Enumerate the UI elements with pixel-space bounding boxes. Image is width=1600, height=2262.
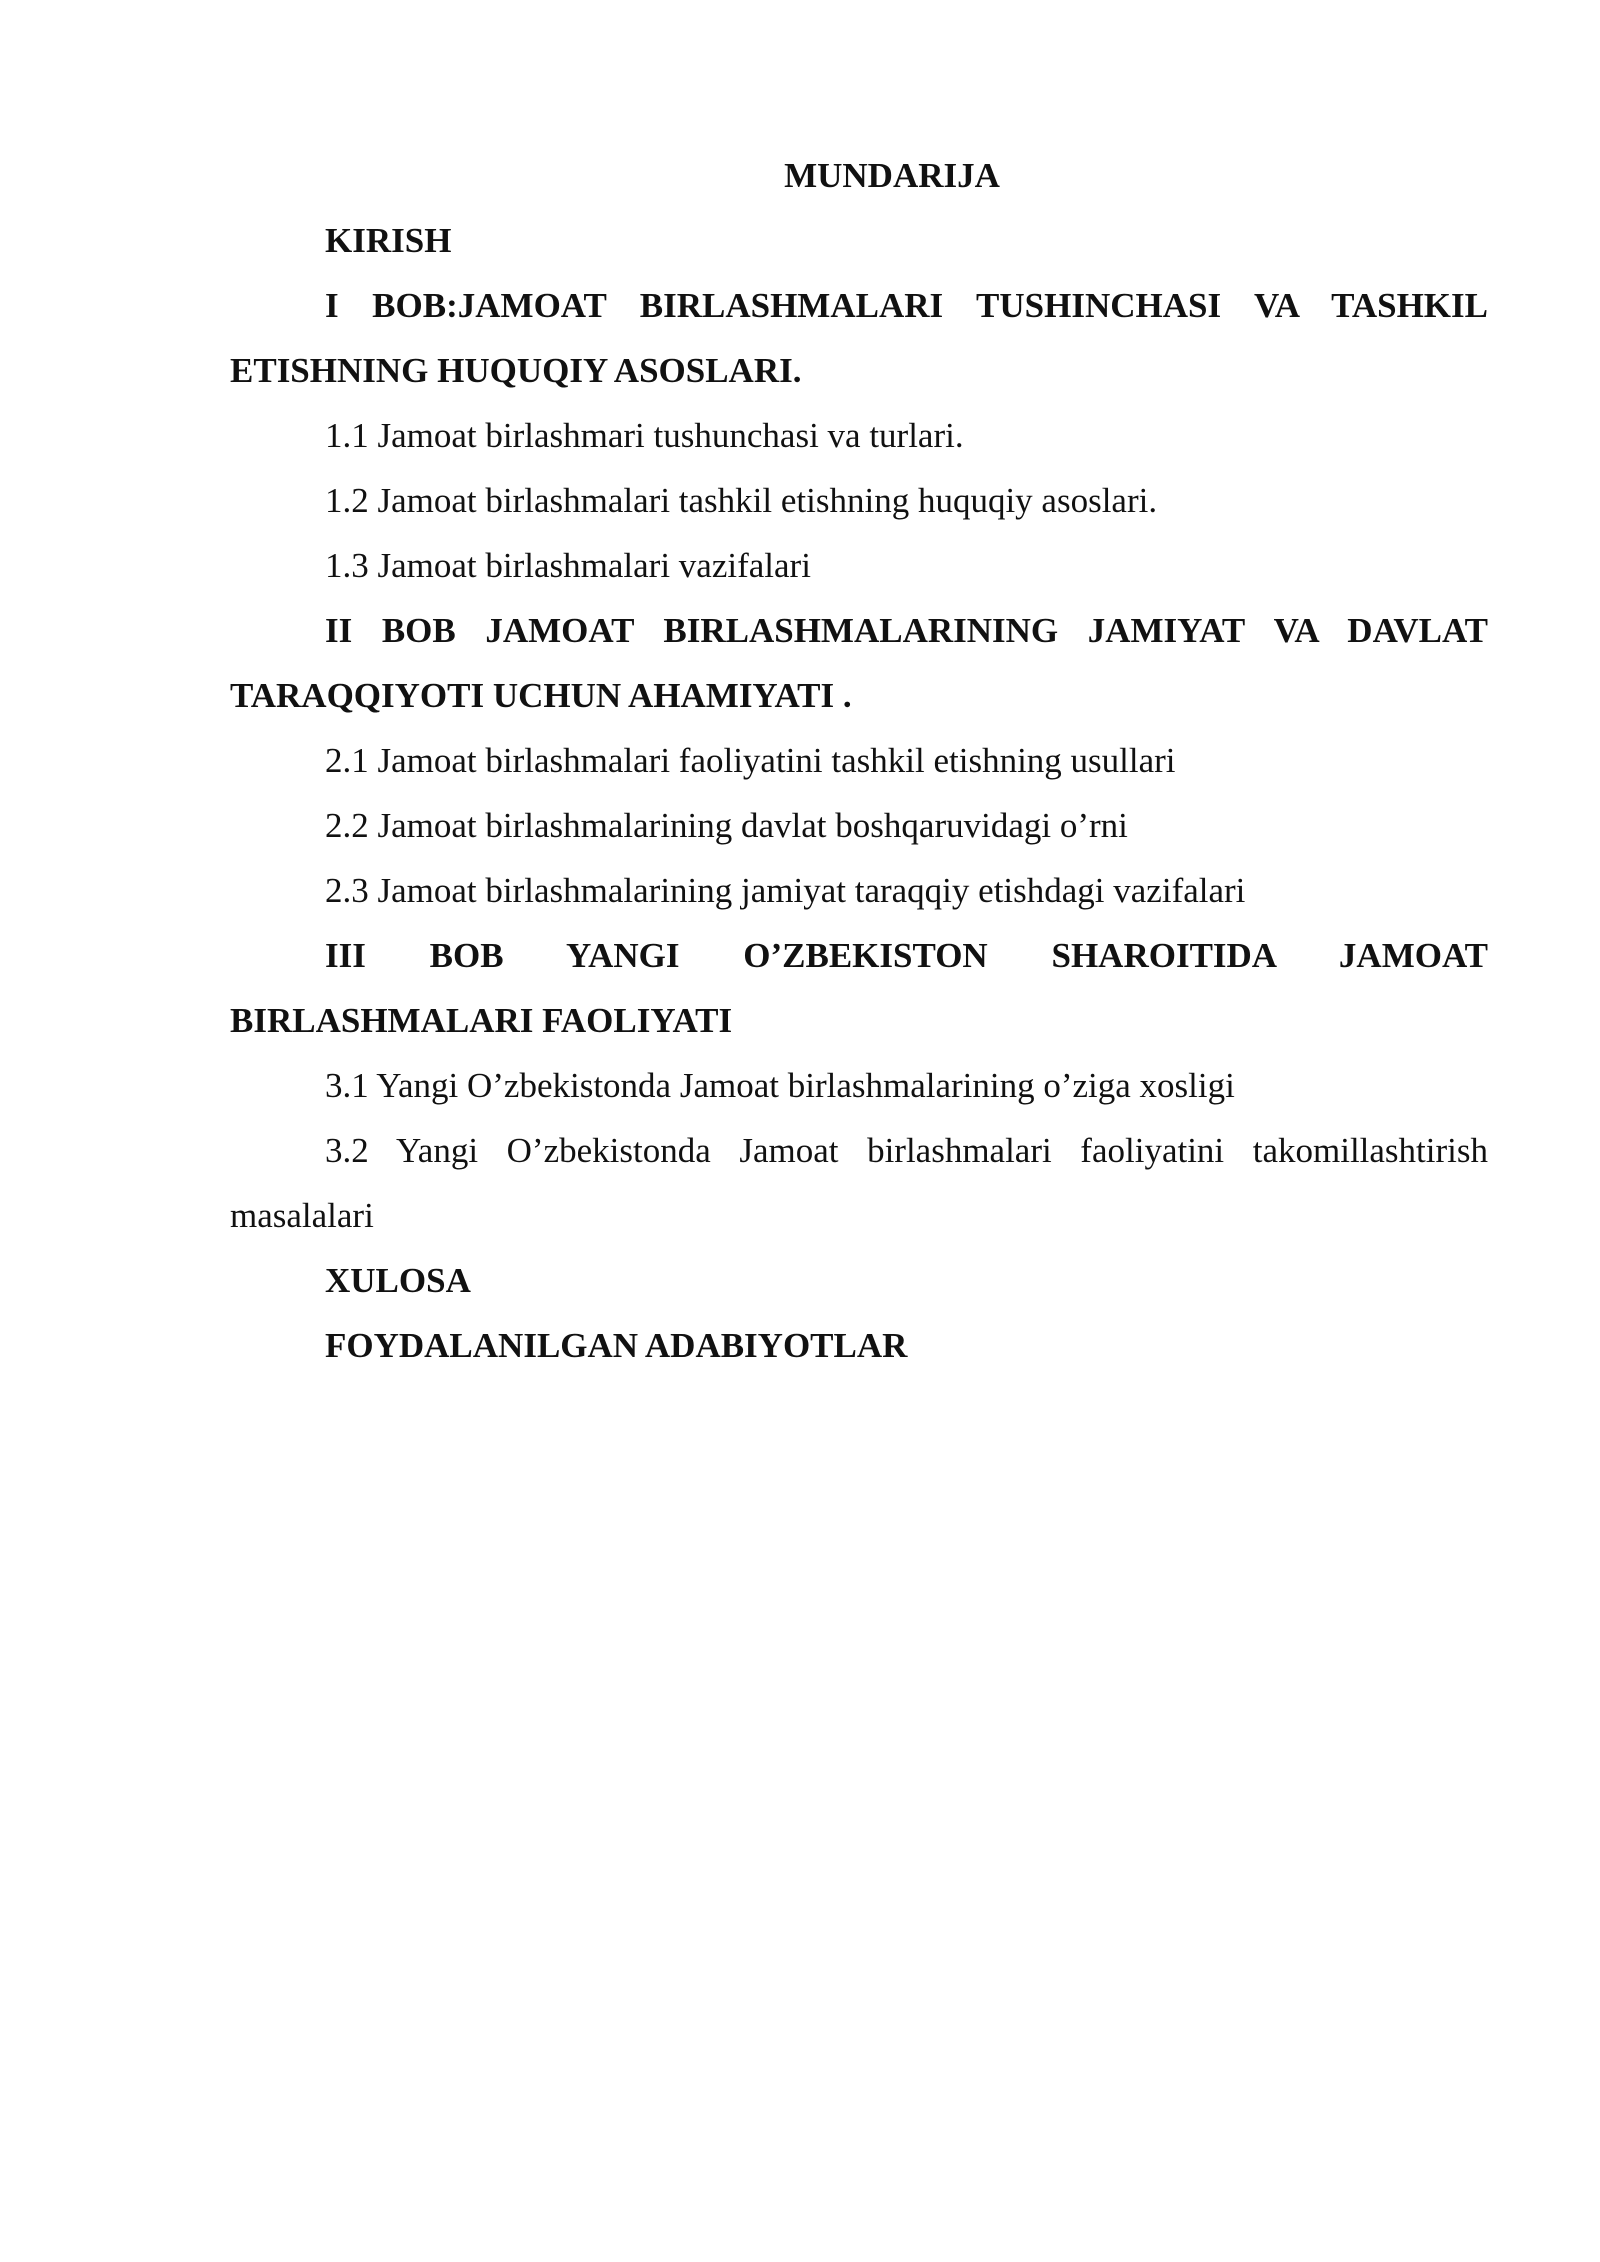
table-of-contents (230, 143, 1488, 1378)
toc-entry-1-2: 1.2 Jamoat birlashmalari tashkil etishning huquqiy asoslari. (325, 481, 1158, 520)
toc-entry-chapter-1-line2: ETISHNING HUQUQIY ASOSLARI. (230, 351, 802, 390)
toc-entry-2-2: 2.2 Jamoat birlashmalarining davlat boshqaruvidagi o’rni (325, 806, 1128, 845)
toc-entry-2-3: 2.3 Jamoat birlashmalarining jamiyat taraqqiy etishdagi vazifalari (325, 871, 1246, 910)
toc-entry-chapter-1-line1: I BOB:JAMOAT BIRLASHMALARI TUSHINCHASI VA TASHKIL (325, 286, 1488, 325)
toc-entry-2-1: 2.1 Jamoat birlashmalari faoliyatini tashkil etishning usullari (325, 741, 1176, 780)
toc-entry-adabiyotlar: FOYDALANILGAN ADABIYOTLAR (325, 1326, 908, 1365)
toc-heading: MUNDARIJA (784, 156, 1000, 195)
toc-entry-chapter-3-line1: III BOB YANGI O’ZBEKISTON SHAROITIDA JAMOAT (325, 936, 1488, 975)
toc-entry-chapter-2-line2: TARAQQIYOTI UCHUN AHAMIYATI . (230, 676, 852, 715)
toc-entry-xulosa: XULOSA (325, 1261, 471, 1300)
toc-entry-kirish: KIRISH (325, 221, 452, 260)
toc-entry-3-2-line1: 3.2 Yangi O’zbekistonda Jamoat birlashmalari faoliyatini takomillashtirish (325, 1131, 1488, 1170)
toc-entry-chapter-3-line2: BIRLASHMALARI FAOLIYATI (230, 1001, 733, 1040)
toc-entry-1-1: 1.1 Jamoat birlashmari tushunchasi va turlari. (325, 416, 964, 455)
toc-entry-1-3: 1.3 Jamoat birlashmalari vazifalari (325, 546, 811, 585)
toc-entry-3-1: 3.1 Yangi O’zbekistonda Jamoat birlashmalarining o’ziga xosligi (325, 1066, 1235, 1105)
toc-entry-chapter-2-line1: II BOB JAMOAT BIRLASHMALARINING JAMIYAT VA DAVLAT (325, 611, 1488, 650)
toc-entry-3-2-line2: masalalari (230, 1196, 374, 1235)
